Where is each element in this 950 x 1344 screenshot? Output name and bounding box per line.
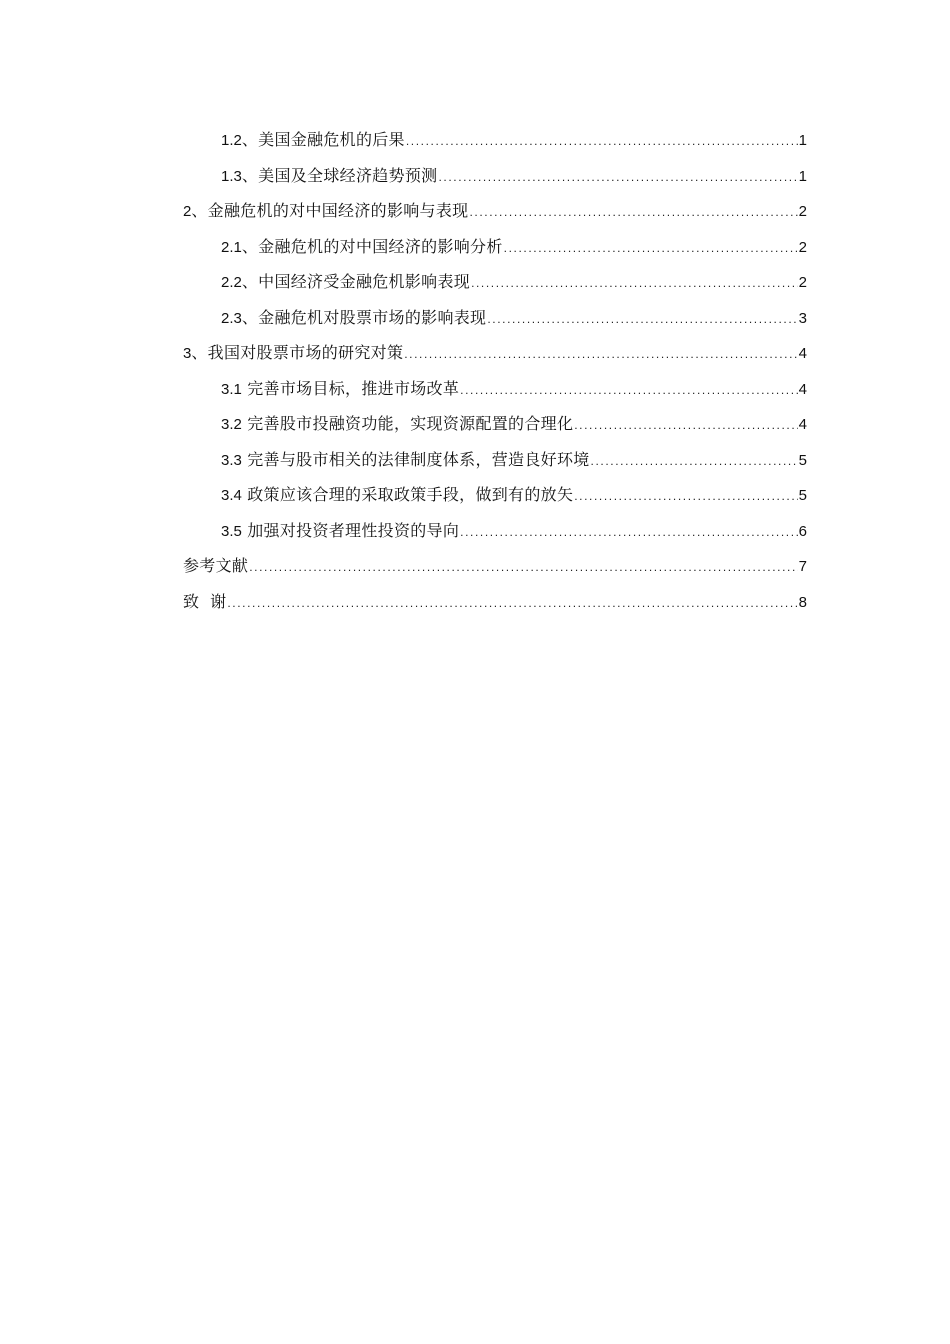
toc-entry-text <box>183 193 468 230</box>
toc-entry-page: 3 <box>798 309 807 327</box>
toc-entry-page: 2 <box>798 203 807 220</box>
toc-entry-page: 1 <box>798 167 807 185</box>
toc-entry-3[interactable] <box>183 335 807 371</box>
toc-entry-number: 3.1 <box>221 380 242 398</box>
toc-entry-text <box>221 477 573 514</box>
toc-entry-text <box>183 548 248 585</box>
toc-entry-text <box>221 264 470 301</box>
toc-entry-page: 5 <box>798 451 807 469</box>
toc-entry-text <box>221 229 503 266</box>
toc-entry-number: 3.3 <box>221 451 242 469</box>
toc-entry-number: 3.4 <box>221 487 242 504</box>
toc-entry-3-3[interactable] <box>183 442 807 478</box>
toc-entry-text <box>221 122 405 159</box>
toc-entry-title: 完善与股市相关的法律制度体系，营造良好环境 <box>241 449 590 469</box>
toc-entry-page: 4 <box>798 380 807 398</box>
toc-entry-1-2[interactable] <box>183 122 807 158</box>
toc-entry-page: 7 <box>798 558 807 575</box>
toc-entry-page: 4 <box>798 416 807 433</box>
toc-entry-title: 完善市场目标，推进市场改革 <box>241 378 460 398</box>
toc-entry-text <box>221 158 437 195</box>
toc-entry-number: 3.5 <box>221 522 242 540</box>
toc-entry-text <box>183 335 403 372</box>
toc-dot-leader <box>227 586 797 622</box>
toc-entry-page: 6 <box>798 522 807 540</box>
toc-entry-title: 、美国金融危机的后果 <box>241 130 405 149</box>
toc-dot-leader <box>460 515 798 551</box>
toc-entry-number: 3 <box>183 345 192 362</box>
toc-entry-number: 1.2 <box>221 132 242 149</box>
toc-dot-leader <box>574 479 797 515</box>
toc-dot-leader <box>469 195 797 231</box>
toc-dot-leader <box>591 444 798 480</box>
toc-entry-title: 、中国经济受金融危机影响表现 <box>241 272 471 291</box>
toc-dot-leader <box>471 266 798 302</box>
toc-entry-title: 参考文献 <box>183 556 249 575</box>
toc-entry-3-4[interactable] <box>183 477 807 513</box>
toc-dot-leader <box>249 550 797 586</box>
toc-entry-1-3[interactable] <box>183 158 807 194</box>
toc-entry-text <box>221 442 590 479</box>
toc-entry-2-3[interactable] <box>183 300 807 336</box>
toc-dot-leader <box>404 337 797 373</box>
toc-dot-leader <box>504 231 798 267</box>
toc-entry-title: 、金融危机的对中国经济的影响与表现 <box>191 201 469 220</box>
toc-entry-number: 2 <box>183 203 192 220</box>
toc-entry-text <box>221 406 573 443</box>
toc-entry-title: 致 谢 <box>183 591 227 611</box>
toc-entry-title: 、我国对股票市场的研究对策 <box>191 343 404 362</box>
table-of-contents <box>183 122 807 619</box>
toc-entry-number: 2.3 <box>221 309 242 327</box>
toc-entry-title: 加强对投资者理性投资的导向 <box>241 520 460 540</box>
toc-entry-text <box>221 300 486 337</box>
toc-entry-text <box>183 584 226 621</box>
toc-entry-number: 2.2 <box>221 274 242 291</box>
toc-entry-text <box>221 513 459 550</box>
toc-entry-3-5[interactable] <box>183 513 807 549</box>
toc-entry-number: 1.3 <box>221 167 242 185</box>
toc-entry-title: 、金融危机的对中国经济的影响分析 <box>241 236 503 256</box>
toc-dot-leader <box>487 302 797 338</box>
toc-entry-3-1[interactable] <box>183 371 807 407</box>
toc-dot-leader <box>438 160 797 196</box>
toc-entry-2-2[interactable] <box>183 264 807 300</box>
toc-entry-page: 8 <box>798 593 807 611</box>
toc-entry-number: 2.1 <box>221 238 242 256</box>
toc-dot-leader <box>406 124 798 160</box>
toc-entry-3-2[interactable] <box>183 406 807 442</box>
toc-entry-title: 完善股市投融资功能，实现资源配置的合理化 <box>241 414 574 433</box>
toc-entry-title: 、金融危机对股票市场的影响表现 <box>241 307 487 327</box>
toc-entry-page: 1 <box>798 132 807 149</box>
toc-entry-page: 5 <box>798 487 807 504</box>
toc-entry-references[interactable] <box>183 548 807 584</box>
toc-dot-leader <box>574 408 797 444</box>
toc-entry-text <box>221 371 459 408</box>
toc-entry-acknowledgements[interactable] <box>183 584 807 620</box>
toc-entry-title: 政策应该合理的采取政策手段，做到有的放矢 <box>241 485 574 504</box>
toc-entry-2-1[interactable] <box>183 229 807 265</box>
toc-entry-2[interactable] <box>183 193 807 229</box>
toc-entry-page: 2 <box>798 238 807 256</box>
toc-entry-title: 、美国及全球经济趋势预测 <box>241 165 438 185</box>
toc-entry-number: 3.2 <box>221 416 242 433</box>
toc-dot-leader <box>460 373 798 409</box>
toc-entry-page: 4 <box>798 345 807 362</box>
toc-entry-page: 2 <box>798 274 807 291</box>
